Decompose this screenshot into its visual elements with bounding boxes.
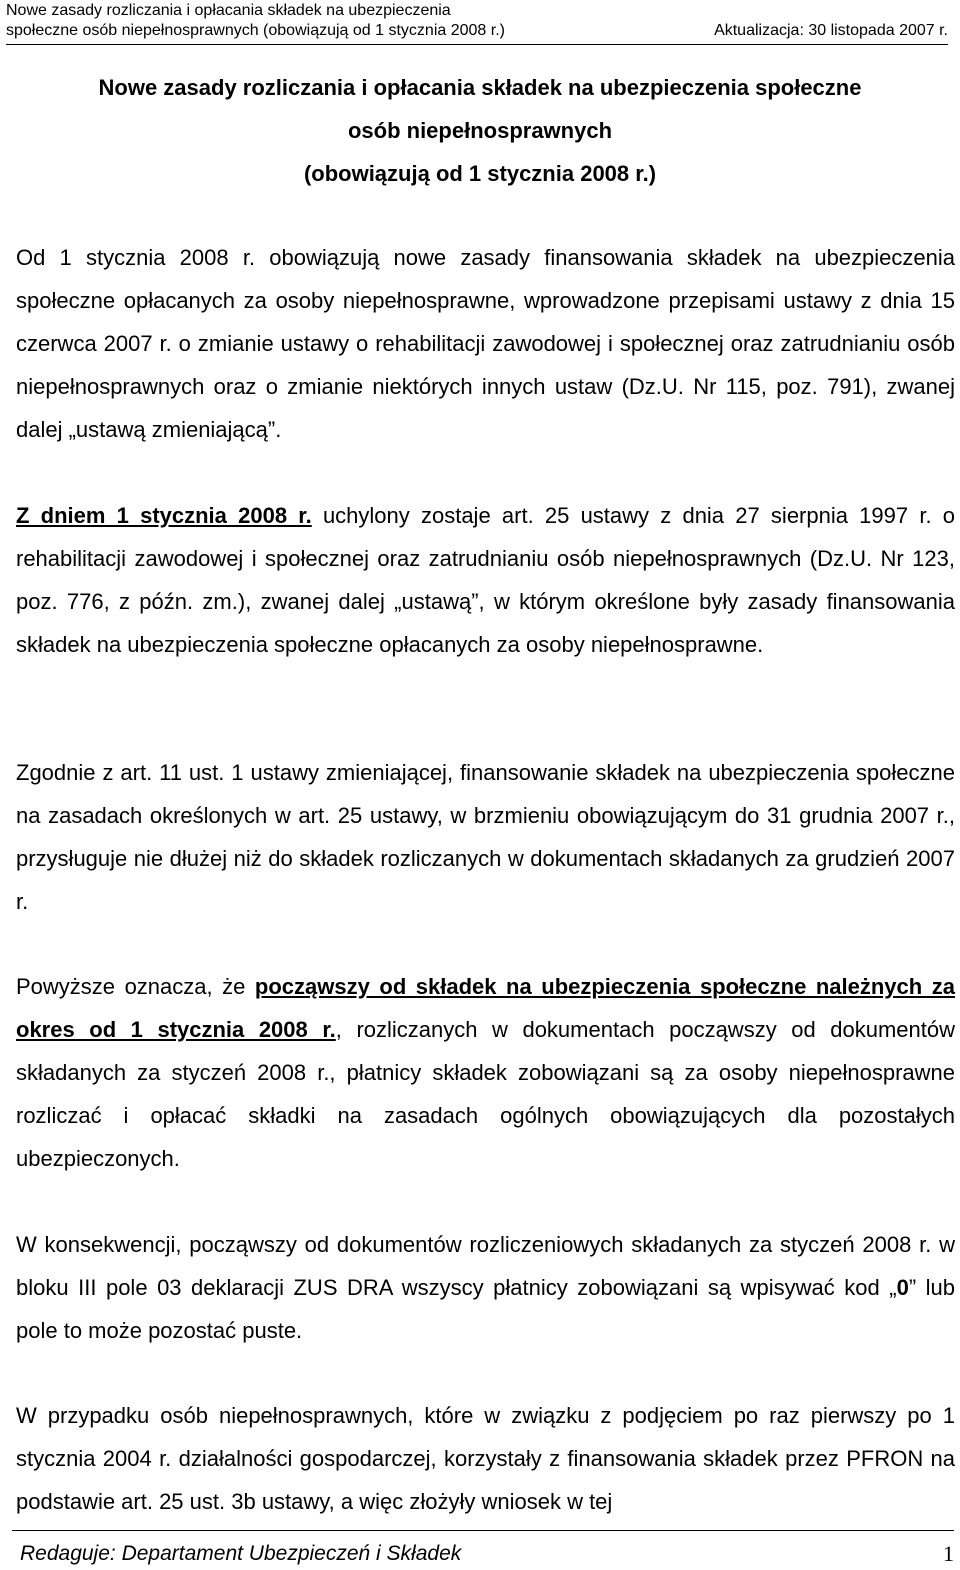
paragraph-1: Od 1 stycznia 2008 r. obowiązują nowe zasady finansowania składek na ubezpieczenia społeczne opłacanych za osoby niepełnosprawne, wprowadzone przepisami ustawy z dnia 15 czerwca 2007 r. o zmianie ustawy o rehabilitacji zawodowej i społecznej oraz zatrudnianiu osób niepełnosprawnych oraz o zmianie niektórych innych ustaw (Dz.U. Nr 115, poz. 791), zwanej dalej „ustawą zmieniającą”. — [16, 245, 955, 442]
title-line-2: osób niepełnosprawnych — [347, 118, 613, 143]
paragraph-4-emphasis: począwszy od składek na ubezpieczenia społeczne należnych za okres od 1 stycznia 2008 r. — [16, 974, 955, 1042]
paragraph-5-end: ” lub pole to może pozostać puste. — [16, 1275, 956, 1343]
page-header — [6, 0, 948, 45]
paragraph-5-text: W konsekwencji, począwszy od dokumentów rozliczeniowych składanych za styczeń 2008 r. w bloku III pole 03 deklaracji ZUS DRA wszyscy płatnicy zobowiązani są wpisywać kod „ — [16, 1232, 955, 1300]
header-title-line-1: Nowe zasady rozliczania i opłacania składek na ubezpieczenia — [6, 2, 451, 19]
paragraph-6: W przypadku osób niepełnosprawnych, które w związku z podjęciem po raz pierwszy po 1 stycznia 2004 r. działalności gospodarczej, korzystały z finansowania składek przez PFRON na podstawie art. 25 ust. 3b ustawy, a więc złożyły wniosek w tej — [16, 1403, 955, 1514]
paragraph-4 — [16, 965, 955, 1180]
header-title-line-2-text: społeczne osób niepełnosprawnych (obowiązują od 1 stycznia 2008 r.) — [6, 22, 505, 39]
title-line-3: (obowiązują od 1 stycznia 2008 r.) — [303, 161, 657, 186]
footer-editor: Redaguje: Departament Ubezpieczeń i Składek — [20, 1542, 462, 1565]
paragraph-3: Zgodnie z art. 11 ust. 1 ustawy zmieniającej, finansowanie składek na ubezpieczenia społeczne na zasadach określonych w art. 25 ustawy, w brzmieniu obowiązującym do 31 grudnia 2007 r., przysługuje nie dłużej niż do składek rozliczanych w dokumentach składanych za grudzień 2007 r. — [16, 760, 955, 914]
page-number: 1 — [943, 1541, 954, 1566]
document-title — [20, 66, 940, 195]
paragraph-2-underlined-date: Z dniem 1 stycznia 2008 r. — [16, 503, 312, 528]
header-update-date: Aktualizacja: 30 listopada 2007 r. — [714, 22, 948, 39]
page-footer — [12, 1530, 954, 1570]
title-line-1: Nowe zasady rozliczania i opłacania składek na ubezpieczenia społeczne — [98, 75, 862, 100]
header-title-line-2 — [6, 21, 948, 41]
paragraph-4-rest: , rozliczanych w dokumentach począwszy od dokumentów składanych za styczeń 2008 r., płatnicy składek zobowiązani są za osoby niepełnosprawne rozliczać i opłacać składki na zasadach ogólnych obowiązujących dla pozostałych ubezpieczonych. — [16, 1017, 955, 1171]
paragraph-2 — [16, 494, 955, 666]
paragraph-2-text: uchylony zostaje art. 25 ustawy z dnia 27 sierpnia 1997 r. o rehabilitacji zawodowej i społecznej oraz zatrudnianiu osób niepełnosprawnych (Dz.U. Nr 123, poz. 776, z późn. zm.), zwanej dalej „ustawą”, w którym określone były zasady finansowania składek na ubezpieczenia społeczne opłacanych za osoby niepełnosprawne. — [16, 503, 956, 657]
paragraph-5 — [16, 1223, 955, 1352]
paragraph-4-intro: Powyższe oznacza, że — [16, 974, 255, 999]
paragraph-5-code: 0 — [896, 1275, 909, 1300]
